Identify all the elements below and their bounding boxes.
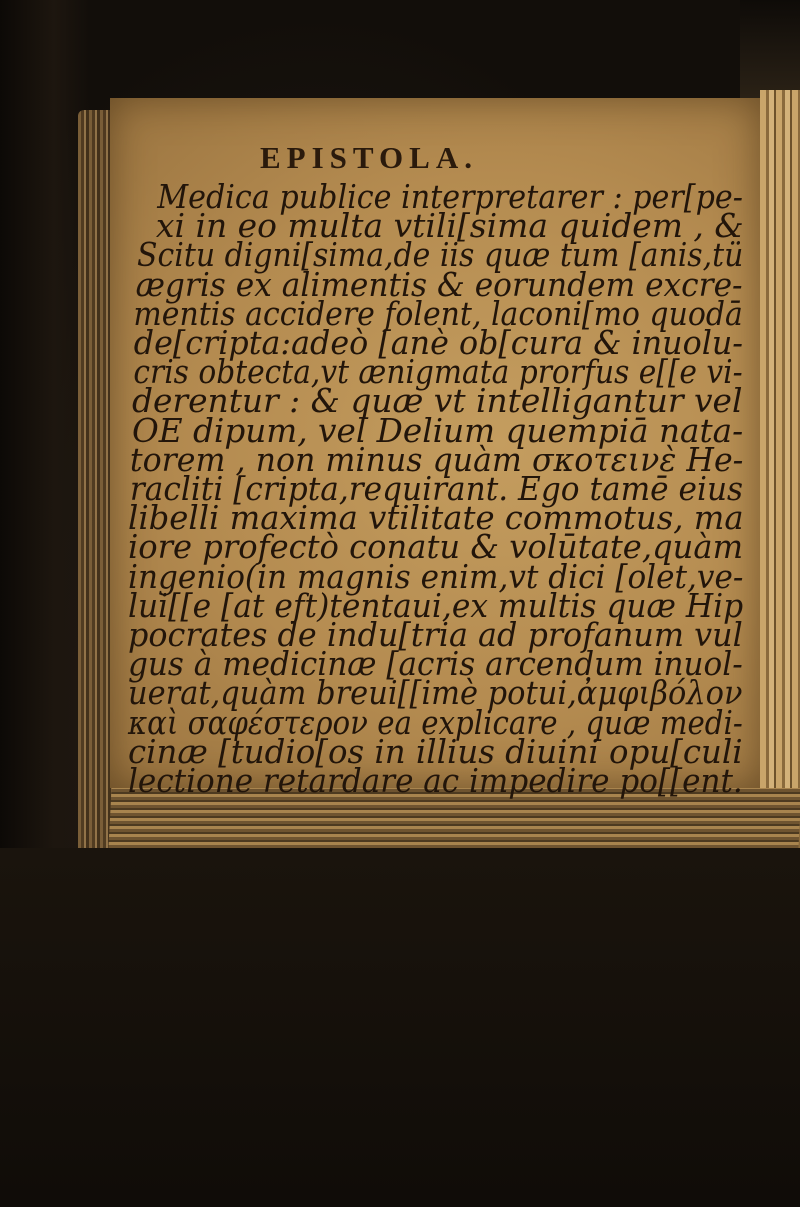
- page-heading: EPISTOLA.: [260, 140, 478, 175]
- text-line: libelli maxima vtilitate commotus, ma: [128, 498, 744, 538]
- right-page-edges: [760, 90, 800, 870]
- text-line: cinæ [tudio[os in illius diuini opu[culi: [128, 731, 743, 771]
- right-top-shadow: [740, 0, 800, 100]
- text-line: Scitu digni[sima,de iis quæ tum [anis,tü: [137, 235, 744, 275]
- text-line: racliti [cripta,requirant. Ego tamē eius: [129, 469, 744, 509]
- text-line: OE dipum, vel Delium quempiā nata-: [131, 410, 744, 450]
- text-line: de[cripta:adeò [anè ob[cura & inuolu-: [133, 323, 744, 363]
- text-line: lui[[e [at eft)tentaui,ex multis quæ Hip: [128, 585, 744, 625]
- text-line: mentis accidere folent, laconi[mo quodā: [133, 293, 743, 333]
- text-line: gus à medicinæ [acris arcendum inuol-: [128, 644, 743, 684]
- text-line: cris obtecta,vt ænigmata prorfus e[[e vi-: [133, 352, 743, 392]
- text-line: ægris ex alimentis & eorundem excre-: [135, 264, 743, 304]
- text-line: uerat,quàm breui[[imè potui,ἀμφιβόλον: [128, 673, 743, 713]
- text-line: derentur : & quæ vt intelligantur vel: [131, 381, 743, 421]
- text-line: καὶ σαφέστερον ea explicare , quæ medi-: [128, 702, 743, 742]
- text-line: lectione retardare ac impedire po[[ent.: [128, 761, 743, 801]
- text-line: ingenio(in magnis enim,vt dici [olet,ve-: [128, 556, 744, 596]
- body-text: [128, 177, 744, 801]
- text-line: xi in eo multa vtili[sima quidem , &: [155, 206, 744, 246]
- text-line: pocrates de indu[tria ad profanum vul: [128, 615, 743, 655]
- text-line: Medica publice interpretarer : per[pe-: [157, 177, 743, 216]
- text-line: iore profectò conatu & volūtate,quàm: [128, 527, 744, 567]
- text-line: torem , non minus quàm σκοτεινὲ He-: [129, 439, 744, 479]
- bottom-shadow: [0, 848, 800, 1207]
